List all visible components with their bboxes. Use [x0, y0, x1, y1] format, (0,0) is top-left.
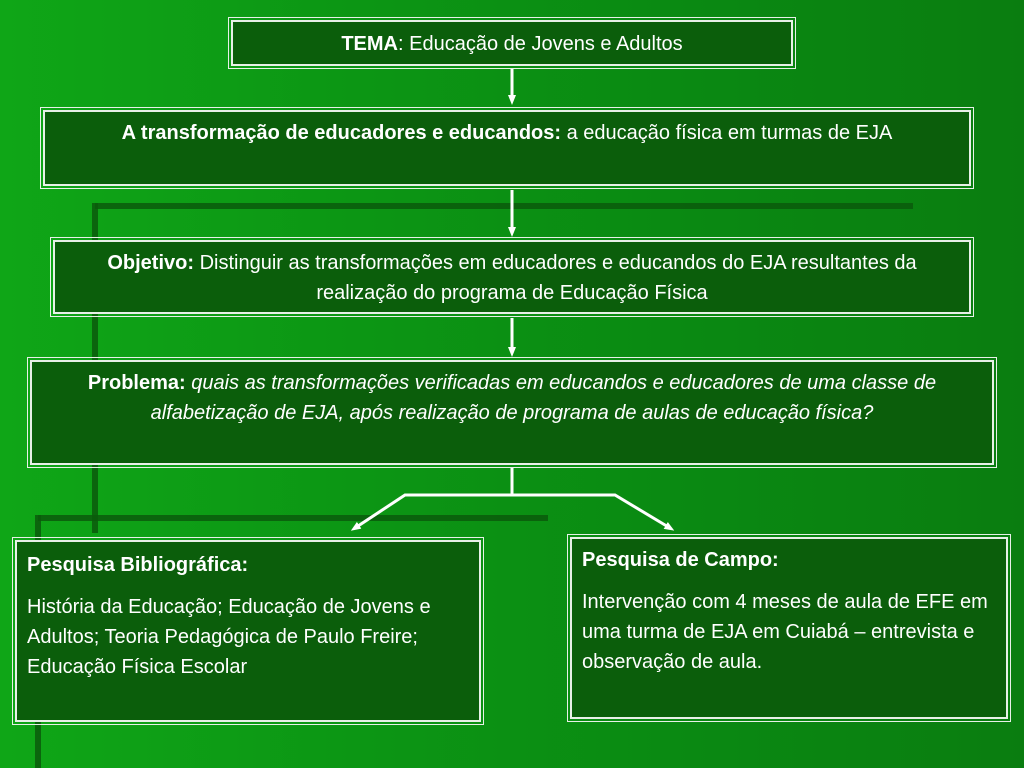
- background-frame-line: [95, 203, 913, 209]
- pesquisa-de-campo-text: Intervenção com 4 meses de aula de EFE em uma turma de EJA em Cuiabá – entrevista e observação de aula.: [582, 591, 988, 673]
- objetivo-label: Objetivo:: [107, 252, 195, 274]
- branch-connector-left: [355, 495, 512, 528]
- pesquisa-bibliografica-title: Pesquisa Bibliográfica:: [27, 554, 249, 576]
- transformacao-text: a educação física em turmas de EJA: [561, 122, 893, 144]
- branch-connector-right: [512, 495, 670, 528]
- tema-label: TEMA: [341, 33, 399, 55]
- transformacao-label: A transformação de educadores e educandos:: [121, 122, 562, 144]
- pesquisa-de-campo-box: [570, 537, 1008, 719]
- tema-box: [231, 20, 793, 66]
- pesquisa-de-campo-title: Pesquisa de Campo:: [582, 549, 779, 571]
- problema-box: [30, 360, 994, 465]
- problema-text: quais as transformações verificadas em educandos e educadores de uma classe de alfabetização de EJA, após realização de programa de aulas de educação física?: [150, 372, 937, 424]
- objetivo-text: Distinguir as transformações em educadores e educandos do EJA resultantes da realização do programa de Educação Física: [194, 252, 917, 304]
- problema-label: Problema:: [87, 372, 186, 394]
- objetivo-box: [53, 240, 971, 314]
- pesquisa-bibliografica-text: História da Educação; Educação de Jovens e Adultos; Teoria Pedagógica de Paulo Freire; Educação Física Escolar: [27, 596, 431, 678]
- transformacao-box: [43, 110, 971, 186]
- background-frame-line: [38, 515, 548, 521]
- tema-text: : Educação de Jovens e Adultos: [398, 33, 683, 55]
- pesquisa-bibliografica-box: [15, 540, 481, 722]
